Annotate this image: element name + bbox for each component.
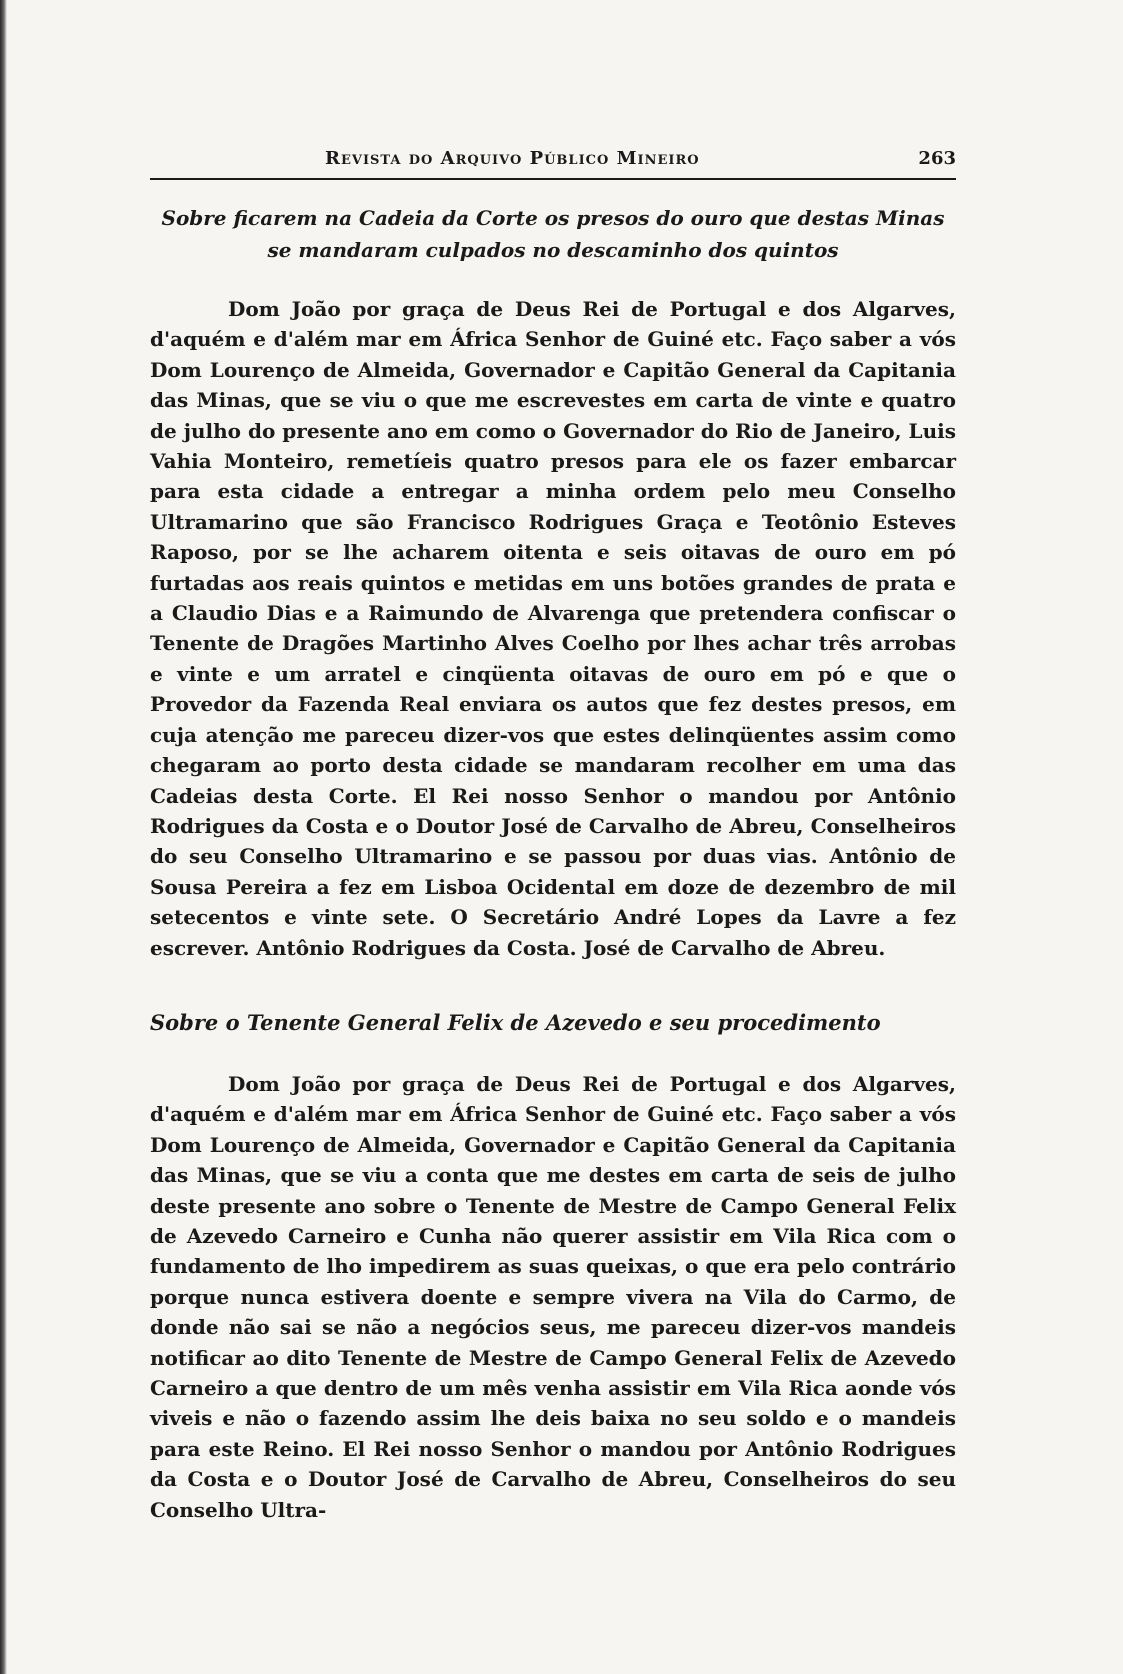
section-heading-2: Sobre o Tenente General Felix de Azevedo e seu procedimento [150, 1009, 881, 1035]
page-header [150, 138, 956, 180]
section-paragraph-1: Dom João por graça de Deus Rei de Portugal e dos Algarves, d'aquém e d'além mar em África Senhor de Guiné etc. Faço saber a vós Dom Lourenço de Almeida, Governador e Capitão General da Capitania das Minas, que se viu o que me escrevestes em carta de vinte e quatro de julho do presente ano em como o Governador do Rio de Janeiro, Luis Vahia Monteiro, remetíeis quatro presos para ele os fazer embarcar para esta cidade a entregar a minha ordem pelo meu Conselho Ultramarino que são Francisco Rodrigues Graça e Teotônio Esteves Raposo, por se lhe acharem oitenta e seis oitavas de ouro em pó furtadas aos reais quintos e metidas em uns botões grandes de prata e a Claudio Dias e a Raimundo de Alvarenga que pretendera confiscar o Tenente de Dragões Martinho Alves Coelho por lhes achar três arrobas e vinte e um arratel e cinqüenta oitavas de ouro em pó e que o Provedor da Fazenda Real enviara os autos que fez destes presos, em cuja atenção me pareceu dizer-vos que estes delinqüentes assim como chegaram ao porto desta cidade se mandaram recolher em uma das Cadeias desta Corte. El Rei nosso Senhor o mandou por Antônio Rodrigues da Costa e o Doutor José de Carvalho de Abreu, Conselheiros do seu Conselho Ultramarino e se passou por duas vias. Antônio de Sousa Pereira a fez em Lisboa Ocidental em doze de dezembro de mil setecentos e vinte sete. O Secretário André Lopes da Lavre a fez escrever. Antônio Rodrigues da Costa. José de Carvalho de Abreu. [150, 297, 956, 960]
page-number: 263 [918, 148, 956, 169]
document-page [150, 138, 956, 1525]
section-heading-1: Sobre ficarem na Cadeia da Corte os presos do ouro que destas Minas se mandaram culpados no descaminho dos quintos [161, 206, 945, 262]
page-edge-shadow [0, 0, 7, 1674]
running-title: Revista do Arquivo Público Mineiro [325, 148, 700, 169]
section-paragraph-2: Dom João por graça de Deus Rei de Portugal e dos Algarves, d'aquém e d'além mar em África Senhor de Guiné etc. Faço saber a vós Dom Lourenço de Almeida, Governador e Capitão General da Capitania das Minas, que se viu a conta que me destes em carta de seis de julho deste presente ano sobre o Tenente de Mestre de Campo General Felix de Azevedo Carneiro e Cunha não querer assistir em Vila Rica com o fundamento de lho impedirem as suas queixas, o que era pelo contrário porque nunca estivera doente e sempre vivera na Vila do Carmo, de donde não sai se não a negócios seus, me pareceu dizer-vos mandeis notificar ao dito Tenente de Mestre de Campo General Felix de Azevedo Carneiro a que dentro de um mês venha assistir em Vila Rica aonde vós viveis e não o fazendo assim lhe deis baixa no seu soldo e o mandeis para este Reino. El Rei nosso Senhor o mandou por Antônio Rodrigues da Costa e o Doutor José de Carvalho de Abreu, Conselheiros do seu Conselho Ultra- [150, 1071, 956, 1522]
